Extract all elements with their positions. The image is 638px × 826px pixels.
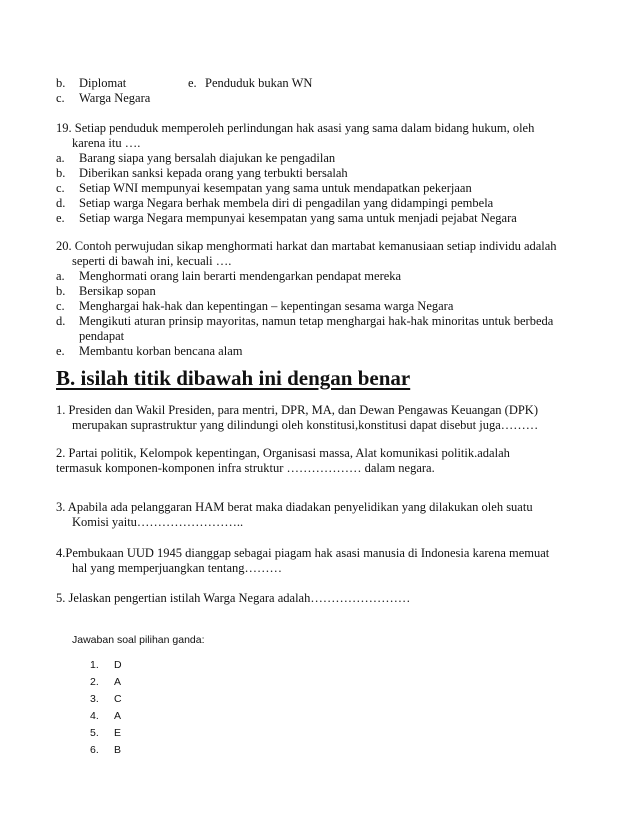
answer-value: C <box>114 693 122 705</box>
answer-value: A <box>114 710 122 722</box>
fill-q1-line2: merupakan suprastruktur yang dilindungi oleh konstitusi,konstitusi dapat disebut juga……… <box>72 418 539 432</box>
q19-option-d: Setiap warga Negara berhak membela diri di pengadilan yang didampingi pembela <box>79 196 494 210</box>
q20-option-a: Menghormati orang lain berarti mendengarkan pendapat mereka <box>79 269 402 283</box>
q20-option-e: Membantu korban bencana alam <box>79 344 243 358</box>
fill-q4-line2: hal yang memperjuangkan tentang……… <box>72 561 283 575</box>
fill-q2-line1: 2. Partai politik, Kelompok kepentingan, Organisasi massa, Alat komunikasi politik.adalah <box>56 446 510 460</box>
q19-text-line1: 19. Setiap penduduk memperoleh perlindungan hak asasi yang sama dalam bidang hukum, oleh <box>56 121 535 135</box>
answer-number: 1. <box>90 659 99 671</box>
q20-option-e-prefix: e. <box>56 344 65 358</box>
fill-q5-line1: 5. Jelaskan pengertian istilah Warga Negara adalah…………………… <box>56 591 411 605</box>
answer-value: D <box>114 659 122 671</box>
fill-q4-line1: 4.Pembukaan UUD 1945 dianggap sebagai piagam hak asasi manusia di Indonesia karena memuat <box>56 546 550 560</box>
q19-option-c: Setiap WNI mempunyai kesempatan yang sama untuk mendapatkan pekerjaan <box>79 181 472 195</box>
answer-number: 2. <box>90 676 99 688</box>
q20-option-d-prefix: d. <box>56 314 66 328</box>
q19-option-d-prefix: d. <box>56 196 66 210</box>
option-prefix-b: b. <box>56 76 66 90</box>
answers-title: Jawaban soal pilihan ganda: <box>72 634 205 646</box>
q20-option-a-prefix: a. <box>56 269 65 283</box>
q19-option-e: Setiap warga Negara mempunyai kesempatan yang sama untuk menjadi pejabat Negara <box>79 211 517 225</box>
answer-value: E <box>114 727 122 739</box>
q19-text-line2: karena itu …. <box>72 136 141 150</box>
section-b-heading: B. isilah titik dibawah ini dengan benar <box>56 366 411 390</box>
answer-number: 4. <box>90 710 99 722</box>
option-text-e: Penduduk bukan WN <box>205 76 313 90</box>
q20-option-b: Bersikap sopan <box>79 284 156 298</box>
q20-option-d: Mengikuti aturan prinsip mayoritas, namun tetap menghargai hak-hak minoritas untuk berbeda <box>79 314 554 328</box>
q19-option-a-prefix: a. <box>56 151 65 165</box>
answer-number: 3. <box>90 693 99 705</box>
q20-text-line1: 20. Contoh perwujudan sikap menghormati harkat dan martabat kemanusiaan setiap individu adalah <box>56 239 557 253</box>
fill-q1-line1: 1. Presiden dan Wakil Presiden, para mentri, DPR, MA, dan Dewan Pengawas Keuangan (DPK) <box>56 403 538 417</box>
q20-option-c: Menghargai hak-hak dan kepentingan – kepentingan sesama warga Negara <box>79 299 454 313</box>
q20-option-d-continued: pendapat <box>79 329 125 343</box>
q19-option-b-prefix: b. <box>56 166 66 180</box>
q19-option-b: Diberikan sanksi kepada orang yang terbukti bersalah <box>79 166 348 180</box>
option-text-c: Warga Negara <box>79 91 151 105</box>
option-text-b: Diplomat <box>79 76 127 90</box>
fill-q2-line2: termasuk komponen-komponen infra struktur ……………… dalam negara. <box>56 461 435 475</box>
answer-value: A <box>114 676 122 688</box>
fill-q3-line1: 3. Apabila ada pelanggaran HAM berat maka diadakan penyelidikan yang dilakukan oleh suatu <box>56 500 533 514</box>
option-prefix-e: e. <box>188 76 197 90</box>
q20-option-c-prefix: c. <box>56 299 65 313</box>
answer-number: 5. <box>90 727 99 739</box>
answer-number: 6. <box>90 744 99 756</box>
q19-option-a: Barang siapa yang bersalah diajukan ke pengadilan <box>79 151 336 165</box>
fill-q3-line2: Komisi yaitu…………………….. <box>72 515 244 529</box>
q20-text-line2: seperti di bawah ini, kecuali …. <box>72 254 232 268</box>
q20-option-b-prefix: b. <box>56 284 66 298</box>
q19-option-e-prefix: e. <box>56 211 65 225</box>
option-prefix-c: c. <box>56 91 65 105</box>
q19-option-c-prefix: c. <box>56 181 65 195</box>
answer-value: B <box>114 744 122 756</box>
